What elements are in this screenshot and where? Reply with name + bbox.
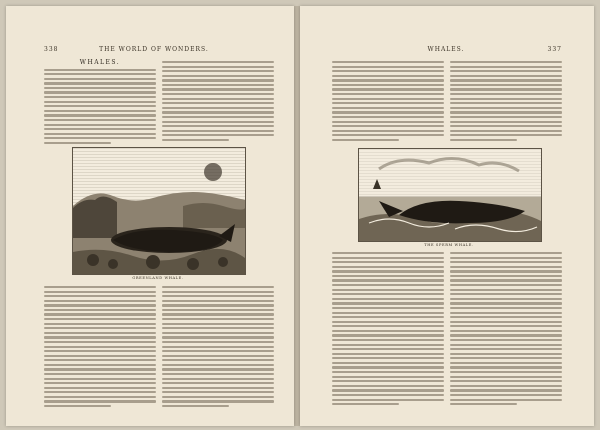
text-line <box>450 102 562 104</box>
text-line <box>44 128 156 130</box>
text-line <box>332 284 444 286</box>
text-line <box>332 107 444 109</box>
text-line <box>450 121 562 123</box>
text-line <box>44 359 156 361</box>
text-line <box>332 321 444 323</box>
text-line <box>332 98 444 100</box>
right-column-3-text <box>332 252 444 405</box>
text-line <box>332 93 444 95</box>
text-line <box>332 298 444 300</box>
text-line <box>44 368 156 370</box>
text-line <box>162 93 274 95</box>
text-line <box>44 78 156 80</box>
text-line <box>450 61 562 63</box>
text-line <box>44 286 156 288</box>
text-line <box>162 336 274 338</box>
text-line <box>450 139 517 141</box>
text-line <box>44 346 156 348</box>
left-column-4-text <box>162 286 274 407</box>
right-page <box>300 6 594 426</box>
text-line <box>450 376 562 378</box>
text-line <box>162 382 274 384</box>
right-page-number: 337 <box>547 46 562 53</box>
text-line <box>332 61 444 63</box>
text-line <box>332 394 444 396</box>
text-line <box>450 70 562 72</box>
text-line <box>332 279 444 281</box>
text-line <box>450 344 562 346</box>
text-line <box>162 378 274 380</box>
text-line <box>162 368 274 370</box>
text-line <box>44 313 156 315</box>
text-line <box>332 293 444 295</box>
left-column-2-text <box>162 61 274 141</box>
text-line <box>450 357 562 359</box>
text-line <box>162 111 274 113</box>
left-column-2 <box>162 61 274 143</box>
text-line <box>332 79 444 81</box>
text-line <box>450 257 562 259</box>
text-line <box>332 389 444 391</box>
text-line <box>332 252 444 254</box>
text-line <box>450 399 562 401</box>
text-line <box>44 382 156 384</box>
text-line <box>450 403 517 405</box>
text-line <box>44 142 111 144</box>
text-line <box>332 312 444 314</box>
text-line <box>450 107 562 109</box>
text-line <box>332 261 444 263</box>
left-column-1 <box>44 61 156 146</box>
text-line <box>162 84 274 86</box>
text-line <box>332 362 444 364</box>
text-line <box>332 70 444 72</box>
text-line <box>44 350 156 352</box>
left-column-3-text <box>44 286 156 407</box>
text-line <box>450 385 562 387</box>
text-line <box>162 405 229 407</box>
text-line <box>162 391 274 393</box>
left-running-title: THE WORLD OF WONDERS. <box>99 46 209 53</box>
text-line <box>332 275 444 277</box>
text-line <box>162 332 274 334</box>
text-line <box>44 304 156 306</box>
text-line <box>44 378 156 380</box>
text-line <box>332 403 399 405</box>
text-line <box>450 266 562 268</box>
text-line <box>332 134 444 136</box>
text-line <box>450 298 562 300</box>
text-line <box>450 334 562 336</box>
text-line <box>450 279 562 281</box>
text-line <box>162 327 274 329</box>
text-line <box>332 339 444 341</box>
text-line <box>450 330 562 332</box>
text-line <box>162 116 274 118</box>
sperm-whale-engraving <box>358 148 542 242</box>
text-line <box>450 339 562 341</box>
text-line <box>44 391 156 393</box>
text-line <box>44 96 156 98</box>
text-line <box>450 66 562 68</box>
text-line <box>450 88 562 90</box>
text-line <box>450 394 562 396</box>
right-column-1-text <box>332 61 444 141</box>
text-line <box>450 348 562 350</box>
text-line <box>162 359 274 361</box>
text-line <box>162 400 274 402</box>
text-line <box>450 293 562 295</box>
text-line <box>44 110 156 112</box>
text-line <box>162 291 274 293</box>
text-line <box>44 332 156 334</box>
right-column-2 <box>450 61 562 143</box>
text-line <box>332 75 444 77</box>
text-line <box>44 82 156 84</box>
text-line <box>44 114 156 116</box>
text-line <box>450 116 562 118</box>
text-line <box>332 366 444 368</box>
right-column-1 <box>332 61 444 143</box>
text-line <box>450 321 562 323</box>
text-line <box>450 366 562 368</box>
text-line <box>162 346 274 348</box>
text-line <box>450 275 562 277</box>
right-column-2-text <box>450 61 562 141</box>
text-line <box>44 137 156 139</box>
left-running-head <box>44 46 264 56</box>
text-line <box>332 102 444 104</box>
left-page-number: 338 <box>44 46 59 53</box>
text-line <box>162 350 274 352</box>
text-line <box>332 125 444 127</box>
text-line <box>44 323 156 325</box>
right-illustration-caption: THE SPERM WHALE. <box>424 243 474 247</box>
text-line <box>332 316 444 318</box>
text-line <box>162 79 274 81</box>
text-line <box>450 111 562 113</box>
text-line <box>332 111 444 113</box>
text-line <box>44 300 156 302</box>
text-line <box>450 130 562 132</box>
text-line <box>162 387 274 389</box>
text-line <box>44 133 156 135</box>
right-running-title: WHALES. <box>427 46 465 53</box>
text-line <box>162 102 274 104</box>
text-line <box>44 309 156 311</box>
text-line <box>332 330 444 332</box>
text-line <box>162 323 274 325</box>
text-line <box>44 101 156 103</box>
text-line <box>162 61 274 63</box>
text-line <box>44 387 156 389</box>
text-line <box>162 364 274 366</box>
text-line <box>162 318 274 320</box>
left-column-1-text <box>44 69 156 144</box>
text-line <box>44 295 156 297</box>
text-line <box>44 336 156 338</box>
text-line <box>162 295 274 297</box>
text-line <box>332 385 444 387</box>
text-line <box>44 405 111 407</box>
left-column-4 <box>162 286 274 410</box>
text-line <box>162 355 274 357</box>
text-line <box>450 380 562 382</box>
text-line <box>332 66 444 68</box>
text-line <box>450 75 562 77</box>
text-line <box>332 307 444 309</box>
text-line <box>162 98 274 100</box>
text-line <box>44 364 156 366</box>
text-line <box>44 291 156 293</box>
text-line <box>44 327 156 329</box>
text-line <box>332 116 444 118</box>
text-line <box>44 69 156 71</box>
text-line <box>450 270 562 272</box>
text-line <box>450 389 562 391</box>
text-line <box>332 289 444 291</box>
text-line <box>332 357 444 359</box>
text-line <box>332 88 444 90</box>
text-line <box>332 344 444 346</box>
text-line <box>44 341 156 343</box>
text-line <box>162 125 274 127</box>
text-line <box>332 270 444 272</box>
greenland-whale-picture <box>73 148 245 274</box>
text-line <box>162 286 274 288</box>
right-column-4 <box>450 252 562 408</box>
text-line <box>44 105 156 107</box>
text-line <box>162 130 274 132</box>
text-line <box>450 93 562 95</box>
text-line <box>162 373 274 375</box>
text-line <box>450 261 562 263</box>
text-line <box>332 325 444 327</box>
text-line <box>450 325 562 327</box>
text-line <box>450 284 562 286</box>
text-line <box>162 88 274 90</box>
text-line <box>162 139 229 141</box>
text-line <box>332 266 444 268</box>
text-line <box>44 119 156 121</box>
text-line <box>450 307 562 309</box>
text-line <box>162 134 274 136</box>
text-line <box>162 309 274 311</box>
text-line <box>450 98 562 100</box>
text-line <box>450 371 562 373</box>
text-line <box>44 318 156 320</box>
greenland-whale-engraving <box>72 147 246 275</box>
text-line <box>44 87 156 89</box>
section-title: WHALES. <box>79 59 121 66</box>
text-line <box>44 400 156 402</box>
text-line <box>450 312 562 314</box>
text-line <box>450 252 562 254</box>
text-line <box>162 107 274 109</box>
text-line <box>44 91 156 93</box>
text-line <box>332 399 444 401</box>
text-line <box>450 362 562 364</box>
text-line <box>450 353 562 355</box>
text-line <box>162 121 274 123</box>
text-line <box>450 134 562 136</box>
text-line <box>332 121 444 123</box>
text-line <box>332 348 444 350</box>
text-line <box>162 70 274 72</box>
text-line <box>332 84 444 86</box>
text-line <box>332 376 444 378</box>
right-column-3 <box>332 252 444 408</box>
text-line <box>450 316 562 318</box>
text-line <box>44 373 156 375</box>
text-line <box>162 313 274 315</box>
right-column-4-text <box>450 252 562 405</box>
text-line <box>332 334 444 336</box>
text-line <box>332 130 444 132</box>
left-column-3 <box>44 286 156 410</box>
text-line <box>332 353 444 355</box>
text-line <box>162 341 274 343</box>
text-line <box>162 396 274 398</box>
text-line <box>44 355 156 357</box>
text-line <box>450 302 562 304</box>
text-line <box>162 304 274 306</box>
text-line <box>162 300 274 302</box>
text-line <box>44 124 156 126</box>
sperm-whale-picture <box>359 149 541 241</box>
left-illustration-caption: GREENLAND WHALE. <box>132 276 184 280</box>
text-line <box>332 302 444 304</box>
text-line <box>332 257 444 259</box>
right-running-head <box>330 46 562 56</box>
text-line <box>162 75 274 77</box>
text-line <box>162 66 274 68</box>
left-page <box>6 6 294 426</box>
text-line <box>44 396 156 398</box>
text-line <box>450 125 562 127</box>
text-line <box>332 139 399 141</box>
text-line <box>332 380 444 382</box>
text-line <box>332 371 444 373</box>
text-line <box>450 289 562 291</box>
text-line <box>450 79 562 81</box>
text-line <box>44 73 156 75</box>
text-line <box>450 84 562 86</box>
